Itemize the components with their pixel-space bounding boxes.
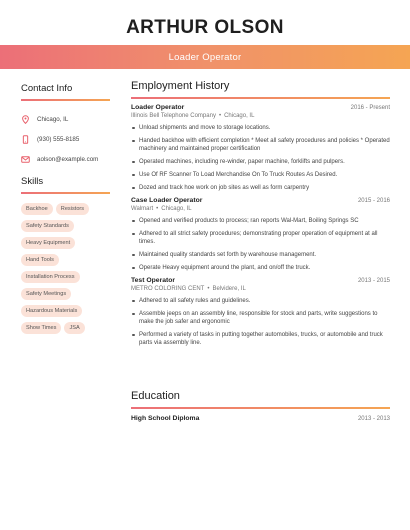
bullet-item: Performed a variety of tasks in putting together automobiles, trucks, or automobile and truck parts via assembly line. (131, 331, 390, 347)
phone-icon (21, 135, 30, 144)
job-entry-company: Illinois Bell Telephone Company (131, 113, 216, 119)
skill-tag: Safety Standards (21, 220, 74, 232)
job-entry-location: Chicago, IL (161, 206, 192, 212)
separator-dot: • (156, 206, 159, 212)
bullet-item: Adhered to all strict safety procedures; demonstrating proper operation of equipment at all times. (131, 230, 390, 246)
contact-location (21, 109, 110, 129)
skill-tag: Show Times (21, 322, 61, 334)
job-entry-dates: 2013 - 2015 (357, 278, 390, 284)
education-divider (131, 407, 390, 409)
job-entry-dates: 2016 - Present (350, 105, 390, 111)
bullet-item: Adhered to all safety rules and guidelines. (131, 297, 390, 305)
job-entry (131, 104, 390, 192)
bullet-item: Maintained quality standards set forth by warehouse management. (131, 251, 390, 259)
skills-section (21, 176, 110, 339)
job-entry-title: Loader Operator (131, 104, 185, 111)
email-icon (21, 155, 30, 164)
separator-dot: • (218, 113, 222, 119)
education-heading: Education (131, 390, 180, 402)
job-entry-company-line (131, 286, 390, 292)
skill-tag: Safety Meetings (21, 288, 71, 300)
contact-section (21, 83, 110, 169)
contact-heading: Contact Info (21, 83, 73, 94)
job-title-banner (0, 45, 410, 69)
bullet-item: Operated machines, including re-winder, paper machine, forklifts and pulpers. (131, 158, 390, 166)
employment-section (131, 80, 390, 352)
bullet-item: Operate Heavy equipment around the plant, and on/off the truck. (131, 264, 390, 272)
skill-tag: Resistors (56, 203, 89, 215)
skill-tag: Hazardous Materials (21, 305, 82, 317)
contact-location-text: Chicago, IL (37, 115, 69, 123)
job-entry-bullets (131, 124, 390, 192)
bullet-item: Unload shipments and move to storage locations. (131, 124, 390, 132)
contact-phone-text: (930) 555-8185 (37, 135, 80, 143)
contact-email-text[interactable]: aolson@example.com (37, 155, 99, 163)
education-degree: High School Diploma (131, 415, 200, 422)
job-title: Loader Operator (168, 51, 242, 63)
skill-tag: JSA (64, 322, 84, 334)
job-entry (131, 277, 390, 347)
job-entry-company: METRO COLORING CENT (131, 286, 205, 292)
job-entry (131, 197, 390, 272)
skill-tag: Hand Tools (21, 254, 59, 266)
job-entry-bullets (131, 217, 390, 272)
contact-divider (21, 99, 110, 101)
education-section (131, 390, 390, 422)
job-entry-company: Walmart (131, 206, 154, 212)
job-entry-dates: 2015 - 2016 (357, 198, 390, 204)
skills-tags (21, 203, 110, 339)
contact-phone (21, 129, 110, 149)
job-entry-location: Belvidere, IL (212, 286, 246, 292)
bullet-item: Use Of RF Scanner To Load Merchandise On To Truck Routes As Desired. (131, 171, 390, 179)
bullet-item: Assemble jeeps on an assembly line, responsible for stock and parts, write suggestions to make the job safer and ergonomic (131, 310, 390, 326)
bullet-item: Opened and verified products to process; ran reports Wal-Mart, Boiling Springs SC (131, 217, 390, 225)
skills-divider (21, 192, 110, 194)
job-entry-title: Case Loader Operator (131, 197, 203, 204)
skills-heading: Skills (21, 176, 44, 187)
separator-dot: • (207, 286, 210, 292)
contact-email[interactable] (21, 149, 110, 169)
location-pin-icon (21, 115, 30, 124)
employment-divider (131, 97, 390, 99)
job-entry-bullets (131, 297, 390, 347)
skill-tag: Installation Process (21, 271, 80, 283)
contact-list (21, 109, 110, 169)
education-dates: 2013 - 2013 (357, 416, 390, 422)
job-entry-company-line (131, 113, 390, 119)
job-entry-location: Chicago, IL (224, 113, 255, 119)
employment-heading: Employment History (131, 80, 230, 92)
education-entry (131, 415, 390, 422)
candidate-name: ARTHUR OLSON (126, 17, 284, 38)
skill-tag: Backhoe (21, 203, 53, 215)
bullet-item: Handed backhoe with efficient completion * Meet all safety procedures and policies * Operated machinery and maintained proper certification (131, 137, 390, 153)
bullet-item: Dozed and track hoe work on job sites as well as form carpentry (131, 184, 390, 192)
job-entry-company-line (131, 206, 390, 212)
job-entry-title: Test Operator (131, 277, 176, 284)
skill-tag: Heavy Equipment (21, 237, 75, 249)
